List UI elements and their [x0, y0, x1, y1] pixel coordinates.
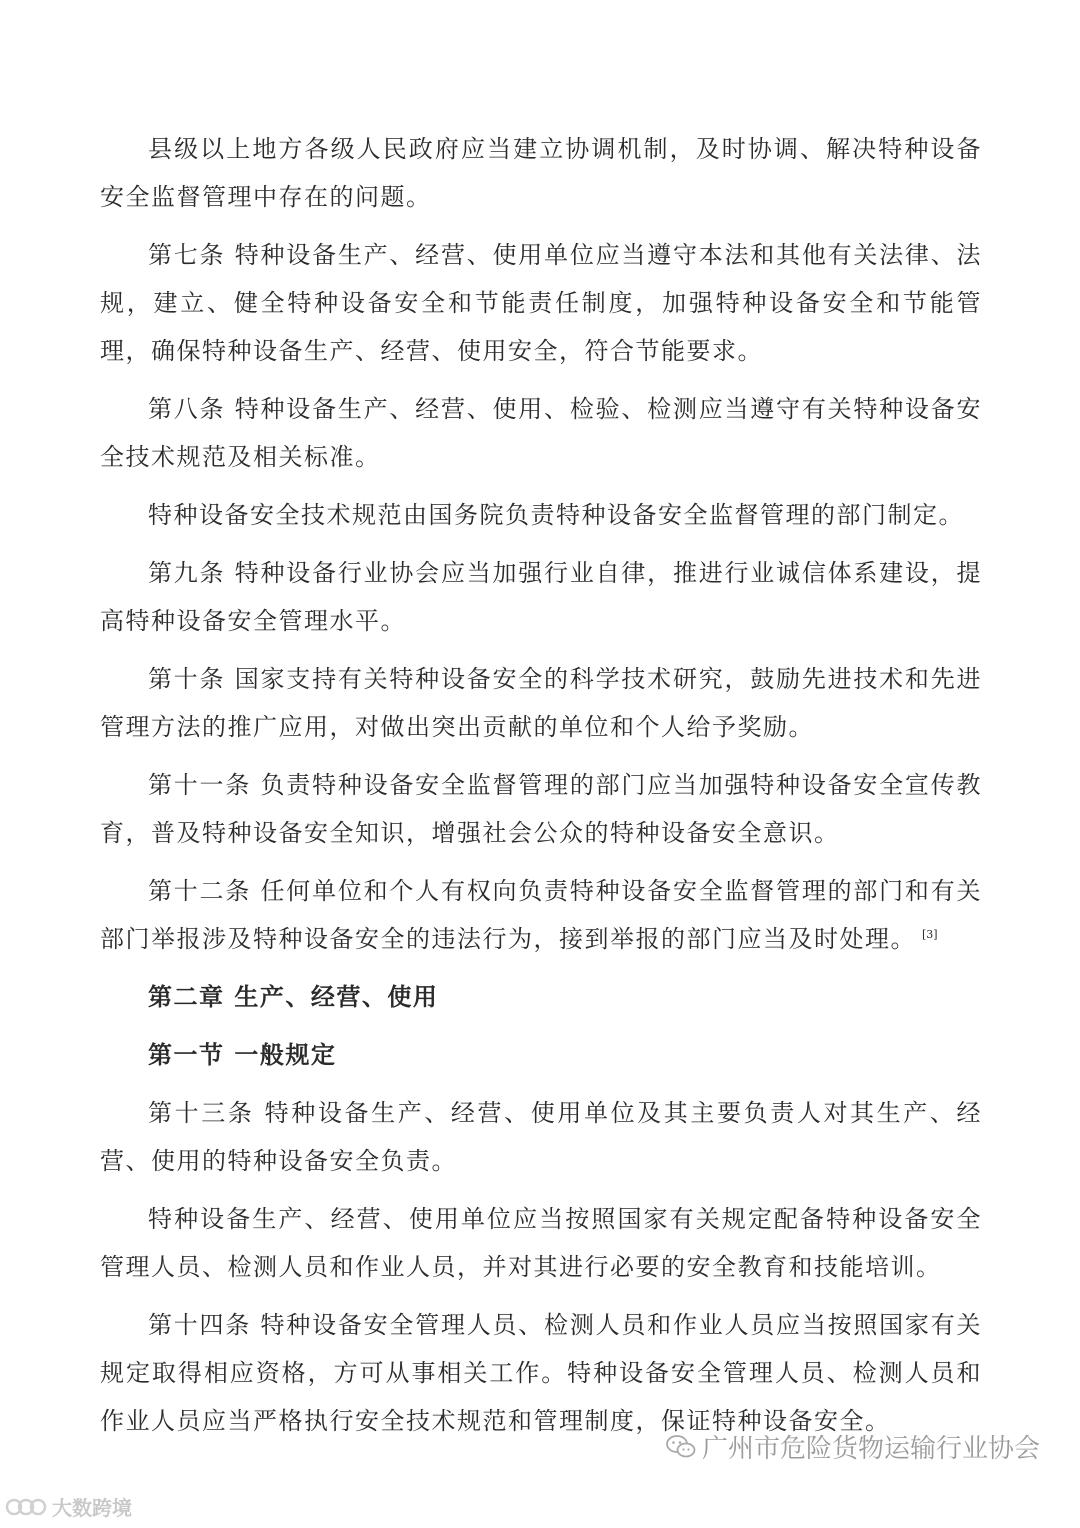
document-body [100, 125, 982, 1455]
paragraph: 特种设备生产、经营、使用单位应当按照国家有关规定配备特种设备安全管理人员、检测人员和作业人员，并对其进行必要的安全教育和技能培训。 [100, 1205, 982, 1281]
article-7: 第七条 特种设备生产、经营、使用单位应当遵守本法和其他有关法律、法规，建立、健全特种设备安全和节能责任制度，加强特种设备安全和节能管理，确保特种设备生产、经营、使用安全，符合节能要求。 [100, 241, 982, 365]
article-11: 第十一条 负责特种设备安全监督管理的部门应当加强特种设备安全宣传教育，普及特种设备安全知识，增强社会公众的特种设备安全意识。 [100, 771, 982, 847]
article-13: 第十三条 特种设备生产、经营、使用单位及其主要负责人对其生产、经营、使用的特种设备安全负责。 [100, 1099, 982, 1175]
brand-logo-icon [4, 1496, 48, 1518]
paragraph: 特种设备安全技术规范由国务院负责特种设备安全监督管理的部门制定。 [148, 501, 964, 529]
article-8: 第八条 特种设备生产、经营、使用、检验、检测应当遵守有关特种设备安全技术规范及相关标准。 [100, 395, 982, 471]
watermark-association-text: 广州市危险货物运输行业协会 [701, 1434, 1040, 1464]
chapter-heading: 第二章 生产、经营、使用 [148, 982, 439, 1011]
section-heading: 第一节 一般规定 [148, 1040, 337, 1069]
watermark-brand-text: 大数跨境 [52, 1496, 132, 1520]
article-12-text: 第十二条 任何单位和个人有权向负责特种设备安全监督管理的部门和有关部门举报涉及特种设备安全的违法行为，接到举报的部门应当及时处理。 [100, 877, 982, 953]
article-14: 第十四条 特种设备安全管理人员、检测人员和作业人员应当按照国家有关规定取得相应资格，方可从事相关工作。特种设备安全管理人员、检测人员和作业人员应当严格执行安全技术规范和管理制度，保证特种设备安全。 [100, 1311, 982, 1435]
citation-mark: [3] [922, 928, 938, 941]
watermark-brand [4, 1492, 132, 1521]
article-10: 第十条 国家支持有关特种设备安全的科学技术研究，鼓励先进技术和先进管理方法的推广应用，对做出突出贡献的单位和个人给予奖励。 [100, 665, 982, 741]
watermark-association [666, 1428, 1040, 1465]
article-9: 第九条 特种设备行业协会应当加强行业自律，推进行业诚信体系建设，提高特种设备安全管理水平。 [100, 559, 982, 635]
paragraph: 县级以上地方各级人民政府应当建立协调机制，及时协调、解决特种设备安全监督管理中存在的问题。 [100, 135, 982, 211]
wechat-icon [666, 1434, 696, 1460]
article-12 [100, 867, 982, 963]
